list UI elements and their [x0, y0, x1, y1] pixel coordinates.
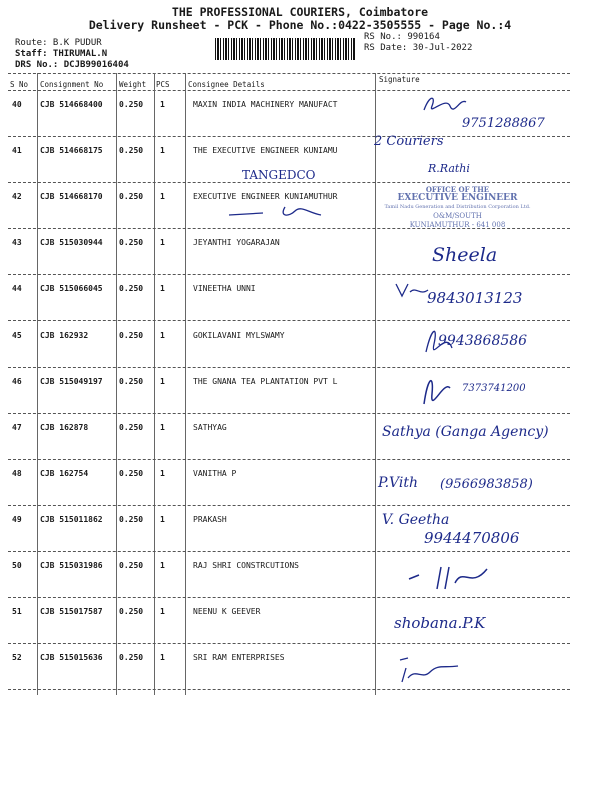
row-divider [8, 505, 570, 506]
row-divider [8, 367, 570, 368]
row-divider [8, 320, 570, 321]
row-consignee: MAXIN INDIA MACHINERY MANUFACT [193, 100, 338, 109]
route-label: Route: B.K PUDUR [15, 38, 102, 48]
row-weight: 0.250 [119, 469, 144, 478]
row-divider [8, 597, 570, 598]
col-divider [185, 73, 186, 695]
col-header-pcs: PCS [156, 80, 170, 89]
row-pcs: 1 [160, 607, 165, 616]
row-weight: 0.250 [119, 192, 144, 201]
signature-scribble-42 [225, 203, 355, 219]
row-weight: 0.250 [119, 653, 144, 662]
handwritten-name-49: V. Geetha [382, 512, 450, 528]
runsheet-subtitle: Delivery Runsheet - PCK - Phone No.:0422-3505555 - Page No.:4 [88, 18, 512, 32]
row-consignment-no: CJB 515017587 [40, 607, 103, 616]
stamp-line: KUNIAMUTHUR - 641 008 [409, 221, 506, 229]
row-weight: 0.250 [119, 607, 144, 616]
handwritten-note-41: 2 Couriers [374, 134, 444, 149]
row-divider [8, 643, 570, 644]
row-weight: 0.250 [119, 423, 144, 432]
row-weight: 0.250 [119, 331, 144, 340]
stamp-line: Tamil Nadu Generation and Distribution Corporation Ltd. [384, 204, 531, 210]
stamp-line: EXECUTIVE ENGINEER [397, 193, 518, 203]
col-header-signature: Signature [379, 75, 420, 84]
row-consignment-no: CJB 162878 [40, 423, 89, 432]
col-divider [116, 73, 117, 695]
row-sno: 48 [12, 469, 22, 478]
row-weight: 0.250 [119, 238, 144, 247]
col-header-consignee: Consignee Details [188, 80, 265, 89]
row-consignment-no: CJB 515031986 [40, 561, 103, 570]
handwritten-note-42: TANGEDCO [242, 168, 316, 182]
row-consignee: THE GNANA TEA PLANTATION PVT L [193, 377, 338, 386]
row-weight: 0.250 [119, 515, 144, 524]
row-consignment-no: CJB 515015636 [40, 653, 103, 662]
row-consignee: EXECUTIVE ENGINEER KUNIAMUTHUR [193, 192, 338, 201]
row-consignee: GOKILAVANI MYLSWAMY [193, 331, 285, 340]
row-divider [8, 551, 570, 552]
row-sno: 50 [12, 561, 22, 570]
row-consignee: SRI RAM ENTERPRISES [193, 653, 285, 662]
row-consignee: SATHYAG [193, 423, 227, 432]
row-pcs: 1 [160, 331, 165, 340]
table-top-border [8, 73, 570, 74]
row-sno: 52 [12, 653, 22, 662]
col-divider [154, 73, 155, 695]
row-consignee: VINEETHA UNNI [193, 284, 256, 293]
company-title: THE PROFESSIONAL COURIERS, Coimbatore [171, 5, 429, 19]
handwritten-name-51: shobana.P.K [394, 614, 486, 632]
row-divider [8, 413, 570, 414]
row-weight: 0.250 [119, 561, 144, 570]
row-weight: 0.250 [119, 284, 144, 293]
rs-no-label: RS No.: 990164 [364, 32, 440, 42]
col-divider [375, 73, 376, 695]
signature-scribble-44 [392, 280, 432, 300]
row-pcs: 1 [160, 561, 165, 570]
row-consignee: PRAKASH [193, 515, 227, 524]
row-divider [8, 182, 570, 183]
tangedco-stamp [380, 185, 535, 233]
row-consignee: THE EXECUTIVE ENGINEER KUNIAMU [193, 146, 338, 155]
row-sno: 41 [12, 146, 22, 155]
row-pcs: 1 [160, 146, 165, 155]
handwritten-name-43: Sheela [432, 244, 498, 266]
row-sno: 46 [12, 377, 22, 386]
row-pcs: 1 [160, 284, 165, 293]
row-consignee: NEENU K GEEVER [193, 607, 261, 616]
row-divider [8, 136, 570, 137]
row-pcs: 1 [160, 423, 165, 432]
handwritten-phone-40: 9751288867 [462, 116, 545, 131]
row-pcs: 1 [160, 469, 165, 478]
row-sno: 49 [12, 515, 22, 524]
row-pcs: 1 [160, 238, 165, 247]
handwritten-phone-48: (9566983858) [440, 477, 533, 492]
row-consignee: RAJ SHRI CONSTRCUTIONS [193, 561, 299, 570]
col-header-sno: S No [10, 80, 29, 89]
stamp-line: O&M/SOUTH [433, 212, 482, 220]
row-consignment-no: CJB 514668170 [40, 192, 103, 201]
row-pcs: 1 [160, 100, 165, 109]
row-consignment-no: CJB 514668175 [40, 146, 103, 155]
col-header-weight: Weight [119, 80, 147, 89]
row-consignment-no: CJB 515049197 [40, 377, 103, 386]
barcode [215, 38, 355, 60]
handwritten-name-47: Sathya (Ganga Agency) [382, 424, 549, 440]
handwritten-phone-44: 9843013123 [427, 289, 523, 307]
row-sno: 51 [12, 607, 22, 616]
row-consignee: JEYANTHI YOGARAJAN [193, 238, 280, 247]
row-pcs: 1 [160, 515, 165, 524]
handwritten-phone-45: 9943868586 [438, 333, 528, 349]
signature-scribble-50 [405, 563, 495, 593]
row-sno: 43 [12, 238, 22, 247]
row-divider [8, 689, 570, 690]
stamp-line: OFFICE OF THE [425, 185, 490, 194]
row-sno: 44 [12, 284, 22, 293]
row-weight: 0.250 [119, 377, 144, 386]
col-divider [37, 73, 38, 695]
signature-scribble-52 [396, 654, 466, 686]
row-weight: 0.250 [119, 146, 144, 155]
row-pcs: 1 [160, 653, 165, 662]
row-consignee: VANITHA P [193, 469, 237, 478]
staff-label: Staff: THIRUMAL.N [15, 49, 108, 59]
row-consignment-no: CJB 515066045 [40, 284, 103, 293]
signature-scribble-46 [416, 370, 456, 410]
row-pcs: 1 [160, 377, 165, 386]
row-sno: 40 [12, 100, 22, 109]
handwritten-name-48: P.Vith [378, 475, 419, 491]
handwritten-phone-46: 7373741200 [462, 383, 526, 394]
row-consignment-no: CJB 162754 [40, 469, 89, 478]
row-consignment-no: CJB 514668400 [40, 100, 103, 109]
row-sno: 47 [12, 423, 22, 432]
row-sno: 42 [12, 192, 22, 201]
row-consignment-no: CJB 515030944 [40, 238, 103, 247]
signature-scribble-40 [420, 92, 470, 116]
row-divider [8, 274, 570, 275]
handwritten-name-41: R.Rathi [428, 162, 470, 175]
row-pcs: 1 [160, 192, 165, 201]
row-consignment-no: CJB 162932 [40, 331, 89, 340]
row-sno: 45 [12, 331, 22, 340]
drs-label: DRS No.: DCJB99016404 [15, 60, 129, 70]
rs-date-label: RS Date: 30-Jul-2022 [364, 43, 473, 53]
row-divider [8, 459, 570, 460]
header-divider [8, 90, 570, 91]
col-header-consignment: Consignment No [40, 80, 104, 89]
row-weight: 0.250 [119, 100, 144, 109]
handwritten-phone-49: 9944470806 [424, 529, 520, 547]
row-consignment-no: CJB 515011862 [40, 515, 103, 524]
